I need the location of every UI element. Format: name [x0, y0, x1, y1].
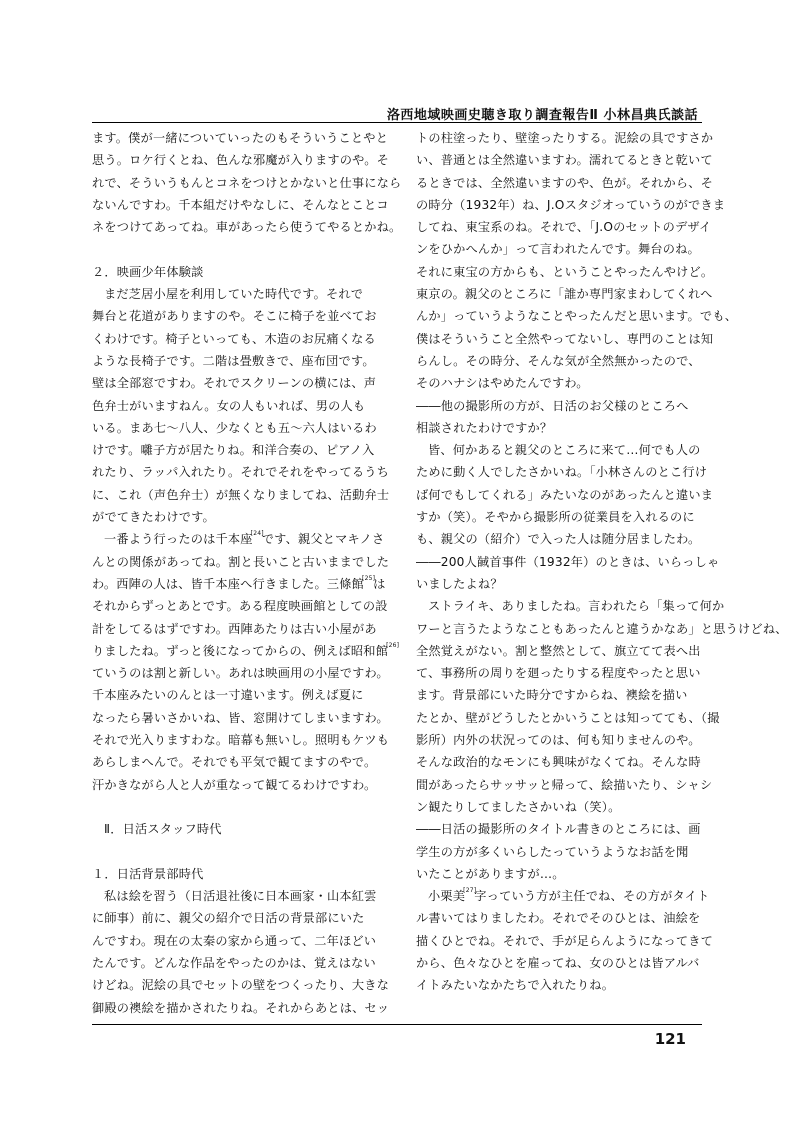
question-line: ――他の撮影所の方が、日活のお父様のところへ [416, 398, 689, 413]
text-line: ような長椅子です。二階は畳敷きで、座布団です。 [92, 353, 375, 368]
text-line: いる。まあ七～八人、少なくとも五～六人はいるわ [92, 420, 377, 435]
footnote-ref: [24] [250, 530, 264, 538]
text-line: 汗かきながら人と人が重なって観てるわけですわ。 [92, 777, 377, 792]
spacer [92, 238, 380, 260]
question-line: 学生の方が多くいらしたっていうようなお話を聞 [416, 844, 689, 859]
text-line: い、普通とは全然違いますわ。濡れてるときと乾いて [416, 153, 713, 168]
text-line: らんし。その時分、そんな気が全然無かったので、 [416, 353, 701, 368]
text-line: 壁は全部窓ですわ。それでスクリーンの横には、声 [92, 376, 377, 391]
text-line: すか（笑）。そやから撮影所の従業員を入れるのに [416, 510, 695, 525]
question-line: ――日活の撮影所のタイトル書きのところには、画 [416, 822, 701, 837]
text-line: んとの関係があってね。割と長いこと古いままでした [92, 554, 390, 569]
text-fragment: です、親父とマキノさ [261, 532, 385, 547]
text-line: けです。囃子方が居たりね。和洋合奏の、ピアノ入 [92, 443, 375, 458]
text-fragment: 一番よう行ったのは千本座 [104, 532, 253, 547]
text-line [416, 618, 788, 640]
text-line: けどね。泥絵の具でセットの壁をつくったり、大きな [92, 978, 390, 993]
left-column [92, 127, 402, 1019]
section-heading: ２．映画少年体験談 [92, 264, 204, 279]
text-line: 舞台と花道がありますのや。そこに椅子を並べてお [92, 309, 377, 324]
text-line: て、事務所の周りを廻ったりする程度やったと思い [416, 666, 701, 681]
text-line: の時分（1932年）ね、J.Oスタジオっていうのができま [416, 197, 726, 212]
text-line: も、親父の（紹介）で入った人は随分居ましたわ。 [416, 532, 701, 547]
text-line: そのハナシはやめたんですわ。 [416, 376, 589, 391]
running-header: 洛西地域映画史聴き取り調査報告Ⅱ 小林昌典氏談話 [386, 108, 698, 123]
question-line: いましたよね？ [416, 576, 503, 591]
text-line [92, 573, 386, 595]
footnote-ref: [27] [463, 887, 477, 895]
text-line: ます。僕が一緒についていったのもそういうことやと [92, 131, 389, 145]
text-line: ストライキ、ありましたね。言われたら「集って何か [428, 599, 725, 614]
text-fragment: 小栗美 [428, 889, 466, 904]
text-line: 全然覚えがない。割と整然として、旗立てて表へ出 [416, 643, 701, 658]
text-line: に師事）前に、親父の紹介で日活の背景部にいた [92, 911, 365, 926]
text-line: 私は絵を習う（日活退社後に日本画家・山本紅雲 [104, 889, 377, 904]
text-line: そんな政治的なモンにも興味がなくてね。そんな時 [416, 755, 701, 770]
text-line: たんです。どんな作品をやったのかは、覚えはない [92, 955, 376, 970]
question-line: 相談されたわけですか？ [416, 420, 553, 435]
text-line: くわけです。椅子といっても、木造のお尻痛くなる [92, 331, 376, 346]
text-line: ために動く人でしたさかいね。「小林さんのとこ行け [416, 465, 708, 480]
text-line: たとか、壁がどうしたとかいうことは知ってても、（撮 [416, 710, 720, 725]
text-line: 描くひとでね。それで、手が足らんようになってきて [416, 933, 714, 948]
text-line: 東京の。親父のところに「誰か専門家まわしてくれへ [416, 287, 713, 302]
page-number: 121 [654, 1030, 686, 1048]
text-line: ば何でもしてくれる」みたいなのがあったんと違いま [416, 487, 714, 502]
text-line: それで光入りますわな。暗幕も無いし。照明もケツも [92, 733, 390, 748]
text-line: まだ芝居小屋を利用していた時代です。それで [104, 287, 364, 302]
text-line: あらしまへんで。それでも平気で観てますのやで。 [92, 755, 377, 770]
header-rule [92, 122, 702, 123]
text-line: に、これ（声色弁士）が無くなりましてね、活動弁士 [92, 487, 390, 502]
right-column [416, 127, 788, 997]
question-line: いたことがありますが…。 [416, 866, 565, 881]
text-fragment: あったんと違うかなあ」と思うけどね、 [564, 621, 788, 636]
text-line [92, 528, 385, 550]
text-line: それに東宝の方からも、ということやったんやけど。 [416, 264, 714, 279]
text-line: れで、そういうもんとコネをつけとかないと仕事になら [92, 175, 402, 190]
text-line: イトみたいなかたちで入れたりね。 [416, 978, 615, 993]
text-line: 僕はそういうこと全然やってないし、専門のことは知 [416, 331, 714, 346]
text-line: 思う。ロケ行くとね、色んな邪魔が入りますのや。そ [92, 153, 390, 168]
text-line: ル書いてはりましたわ。それでそのひとは、油絵を [416, 911, 701, 926]
text-line: 千本座みたいのんとは一寸違います。例えば夏に [92, 688, 364, 703]
text-line: 間があったらサッサッと帰って、絵描いたり、シャシ [416, 777, 713, 792]
spacer [92, 796, 380, 818]
spacer [92, 841, 380, 863]
text-line: 影所）内外の状況ってのは、何も知りませんのや。 [416, 733, 701, 748]
text-line: から、色々なひとを雇ってね、女のひとは皆アルバ [416, 955, 700, 970]
text-line: 計をしてるはずですわ。西陣あたりは古い小屋があ [92, 621, 377, 636]
footnote-ref: [26] [386, 641, 400, 649]
text-line: がでてきたわけです。 [92, 510, 215, 525]
text-line: ます。背景部にいた時分ですからね、襖絵を描い [416, 688, 688, 703]
text-line: ていうのは割と新しい。あれは映画用の小屋ですわ。 [92, 666, 389, 681]
text-line: なったら暑いさかいね、皆、窓開けてしまいますわ。 [92, 710, 389, 725]
chapter-heading: Ⅱ．日活スタッフ時代 [104, 822, 222, 837]
text-line: るときでは、全然違いますのや、色が。それから、そ [416, 175, 714, 190]
text-fragment: 字っていう方が主任でね、その方がタイト [474, 889, 710, 904]
text-fragment: わ。西陣の人は、皆千本座へ行きました。三條館 [92, 576, 365, 591]
text-line: れたり、ラッパ入れたり。それでそれをやってるうち [92, 465, 390, 480]
footer-rule [92, 1024, 702, 1025]
text-fragment: ワーと言うたようなことも [416, 621, 565, 636]
footnote-ref: [25] [362, 574, 376, 582]
text-line: んか」っていうようなことやったんだと思います。でも、 [416, 309, 738, 324]
question-line: ――200人馘首事件（1932年）のときは、いらっしゃ [416, 554, 720, 569]
text-line [92, 640, 400, 662]
text-line: 御殿の襖絵を描かされたりね。それからあとは、セッ [92, 1000, 390, 1015]
text-line: それからずっとあとです。ある程度映画館としての設 [92, 599, 388, 614]
text-line: 皆、何かあると親父のところに来て…何でも人の [428, 443, 701, 458]
text-line: トの柱塗ったり、壁塗ったりする。泥絵の具ですさか [416, 131, 714, 145]
text-fragment: は [373, 576, 386, 591]
text-line: んですわ。現在の太秦の家から通って、二年ほどい [92, 933, 377, 948]
text-line: ネをつけてあってね。車があったら使うてやるとかね。 [92, 220, 402, 235]
text-line: 色弁士がいますねん。女の人もいれば、男の人も [92, 398, 366, 413]
section-heading: １．日活背景部時代 [92, 866, 204, 881]
text-line [416, 885, 710, 907]
text-fragment: りましたね。ずっと後になってからの、例えば昭和館 [92, 643, 389, 658]
text-line: してね、東宝系のね。それで、「J.Oのセットのデザイ [416, 220, 712, 235]
text-line: ないんですわ。千本組だけやなしに、そんなとことコ [92, 197, 389, 212]
text-line: ン観たりしてましたさかいね（笑）。 [416, 799, 621, 814]
text-line: ンをひかへんか」って言われたんです。舞台のね。 [416, 242, 700, 257]
